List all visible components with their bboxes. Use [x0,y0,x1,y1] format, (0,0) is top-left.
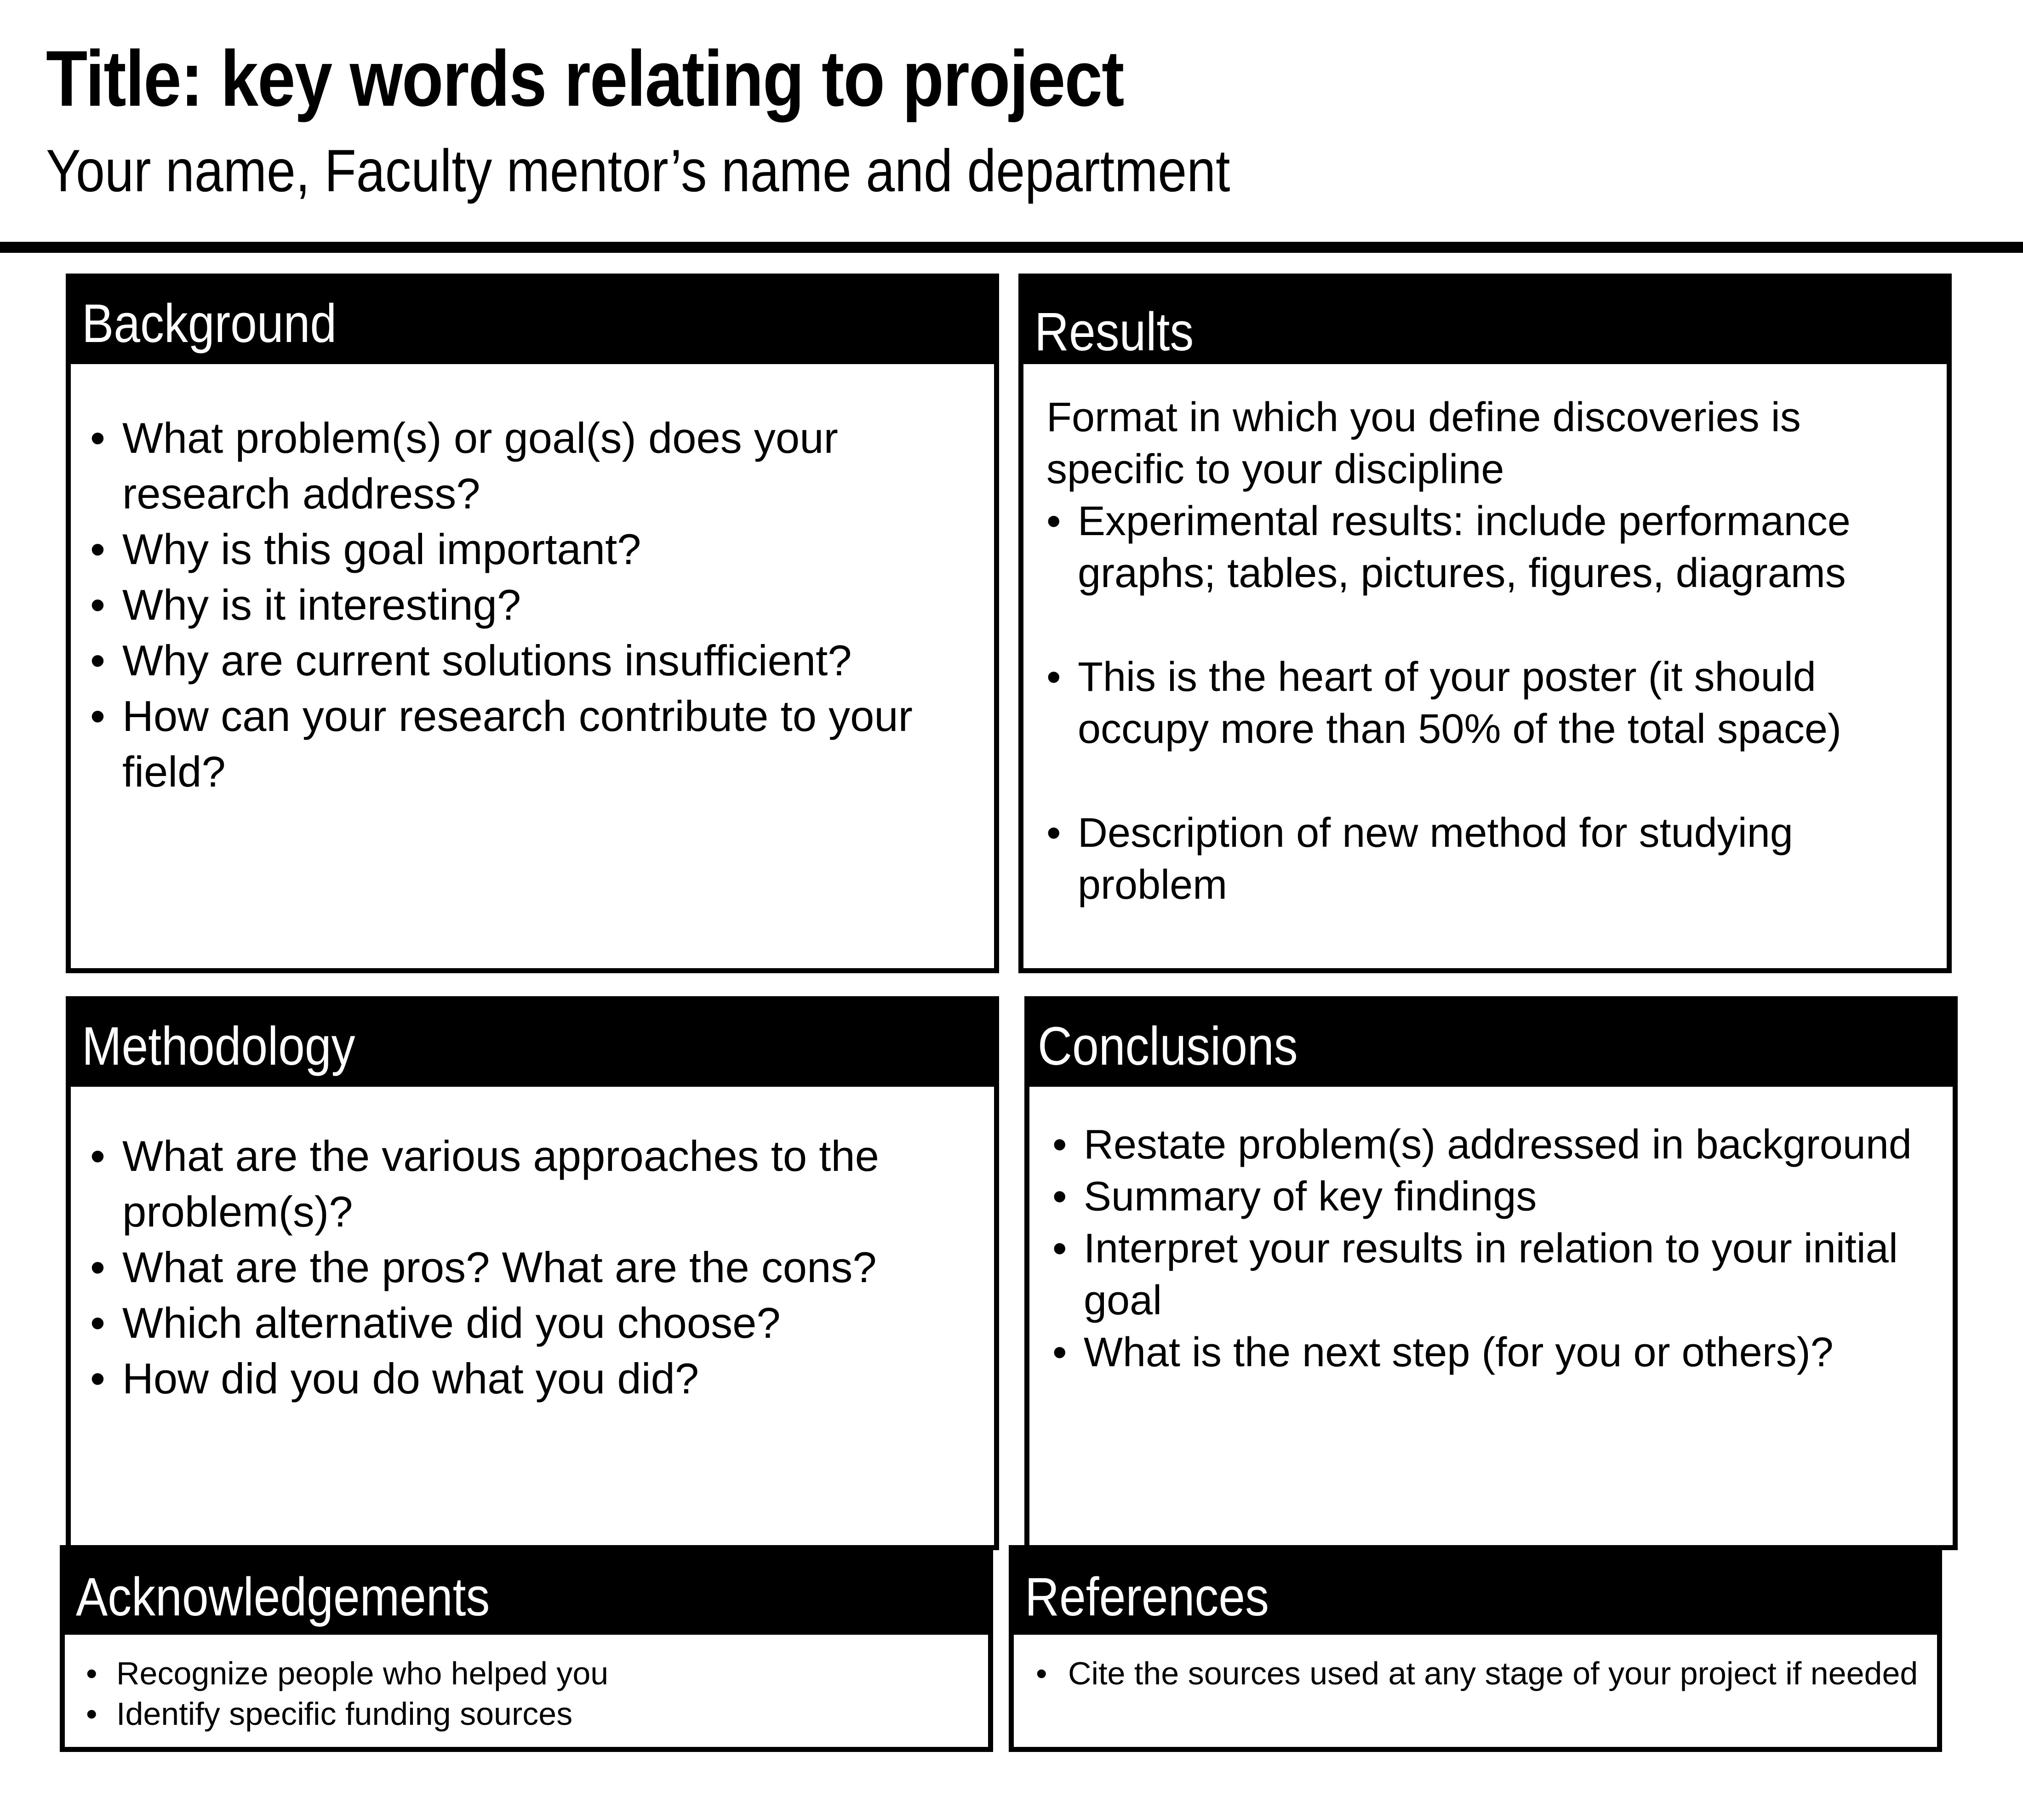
results-list [1023,496,1937,963]
conclusions-header [1029,1001,1953,1087]
list-item: • What is the next step (for you or others)? [1029,1327,1943,1379]
list-item: • Cite the sources used at any stage of your project if needed [1014,1653,1919,1694]
list-item: • Recognize people who helped you [65,1653,979,1694]
results-intro: Format in which you define discoveries is specific to your discipline [1046,394,1801,492]
methodology-panel [66,996,999,1550]
acknowledgements-body [65,1635,988,1747]
references-panel [1009,1545,1942,1752]
list-item: • This is the heart of your poster (it should occupy more than 50% of the total space) [1023,651,1937,755]
conclusions-list [1029,1119,1943,1379]
list-item: • How can your research contribute to your field? [71,688,980,799]
results-header [1023,279,1947,364]
list-item: • How did you do what you did? [71,1351,985,1406]
list-item: • Summary of key findings [1029,1171,1943,1223]
references-list [1014,1653,1919,1694]
conclusions-panel [1024,996,1958,1550]
list-item: • What problem(s) or goal(s) does your research address? [71,410,980,521]
list-item: • Why is it interesting? [71,577,980,633]
methodology-body [71,1087,994,1545]
results-heading: Results [1034,302,1194,362]
poster-subtitle: Your name, Faculty mentor’s name and department [46,137,1230,204]
list-item: • Description of new method for studying problem [1023,807,1937,911]
list-item: • Which alternative did you choose? [71,1295,985,1351]
background-body [71,364,994,968]
results-panel [1018,274,1952,973]
methodology-heading: Methodology [82,1016,355,1077]
results-body [1023,364,1947,968]
acknowledgements-header [65,1550,988,1635]
list-item: • What are the pros? What are the cons? [71,1239,985,1295]
list-item: • Restate problem(s) addressed in background [1029,1119,1943,1171]
list-item: • Why is this goal important? [71,521,980,577]
poster-title: Title: key words relating to project [46,34,1124,123]
methodology-header [71,1001,994,1087]
acknowledgements-heading: Acknowledgements [76,1567,490,1627]
references-heading: References [1025,1567,1269,1627]
references-body [1014,1635,1937,1747]
acknowledgements-list [65,1653,979,1734]
header-divider [0,242,2023,253]
references-header [1014,1550,1937,1635]
methodology-list [71,1128,985,1406]
acknowledgements-panel [60,1545,993,1752]
background-header [71,279,994,364]
list-item: • What are the various approaches to the problem(s)? [71,1128,985,1239]
list-item: • Identify specific funding sources [65,1694,979,1734]
list-item: • Experimental results: include performance graphs; tables, pictures, figures, diagrams [1023,496,1937,599]
conclusions-heading: Conclusions [1038,1016,1298,1077]
conclusions-body [1029,1087,1953,1545]
background-list [71,410,980,799]
list-item: • Why are current solutions insufficient? [71,633,980,688]
background-panel [66,274,999,973]
background-heading: Background [82,293,337,354]
list-item: • Interpret your results in relation to your initial goal [1029,1223,1943,1327]
